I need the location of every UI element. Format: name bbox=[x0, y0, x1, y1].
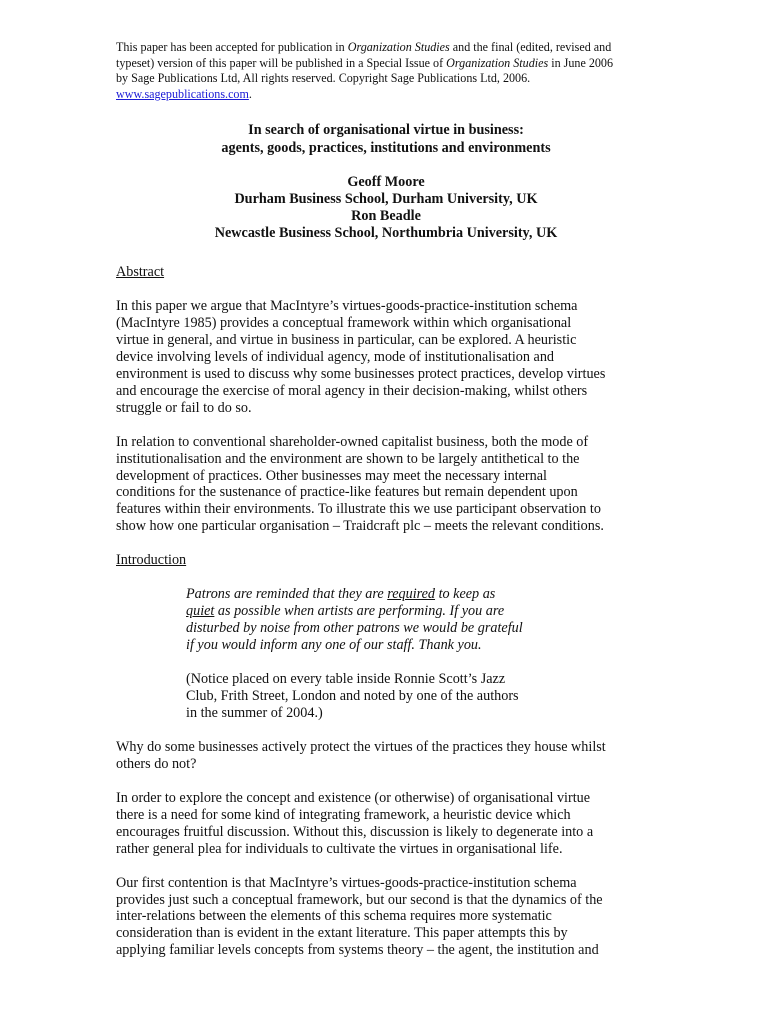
notice-text-4: in June 2006 bbox=[548, 55, 614, 70]
notice-text-1: This paper has been accepted for publication in bbox=[116, 40, 348, 54]
abstract-paragraph-2 bbox=[116, 434, 656, 535]
title-line-2: agents, goods, practices, institutions and environments bbox=[221, 140, 551, 157]
notice-link-suffix: . bbox=[248, 86, 252, 101]
text-line: Our first contention is that MacIntyre’s virtues-goods-practice-institution schema bbox=[116, 874, 577, 891]
quote-text: Patrons are reminded that they are bbox=[186, 586, 388, 603]
text-line: there is a need for some kind of integrating framework, a heuristic device which bbox=[116, 806, 571, 823]
author-name-2: Ron Beadle bbox=[351, 208, 421, 225]
text-line: provides just such a conceptual framework, but our second is that the dynamics of the bbox=[116, 891, 603, 908]
text-line: (MacIntyre 1985) provides a conceptual framework within which organisational bbox=[116, 315, 572, 332]
text-line: and encourage the exercise of moral agency in their decision-making, whilst others bbox=[116, 382, 588, 399]
text-line: device involving levels of individual agency, mode of institutionalisation and bbox=[116, 349, 555, 366]
notice-text-2: and the final (edited, revised and bbox=[449, 40, 612, 54]
text-line: institutionalisation and the environment are shown to be largely antithetical to the bbox=[116, 450, 580, 467]
text-line: show how one particular organisation – Traidcraft plc – meets the relevant conditions. bbox=[116, 518, 604, 535]
author-affiliation-2: Newcastle Business School, Northumbria University, UK bbox=[214, 225, 558, 242]
notice-text-3: typeset) version of this paper will be published in a Special Issue of bbox=[116, 55, 447, 70]
text-line: inter-relations between the elements of this schema requires more systematic bbox=[116, 908, 552, 925]
epigraph-quote bbox=[186, 586, 566, 654]
quote-line-3: disturbed by noise from other patrons we would be grateful bbox=[186, 620, 523, 637]
text-line: struggle or fail to do so. bbox=[116, 399, 252, 416]
text-line: features within their environments. To illustrate this we use participant observation to bbox=[116, 501, 601, 518]
author-affiliation-1: Durham Business School, Durham University, UK bbox=[234, 191, 538, 208]
quote-line-4: if you would inform any one of our staff. Thank you. bbox=[186, 637, 482, 654]
text-line: virtue in general, and virtue in business in particular, can be explored. A heuristic bbox=[116, 332, 577, 349]
journal-name: Organization Studies bbox=[347, 40, 450, 54]
title-line-1: In search of organisational virtue in business: bbox=[248, 122, 524, 139]
source-line: in the summer of 2004.) bbox=[186, 705, 323, 722]
introduction-paragraph-1 bbox=[116, 739, 656, 773]
publisher-link[interactable]: www.sagepublications.com bbox=[116, 86, 249, 101]
text-line: environment is used to discuss why some businesses protect practices, develop virtues bbox=[116, 366, 606, 382]
quote-text: to keep as bbox=[435, 586, 496, 603]
text-line: rather general plea for individuals to cultivate the virtues in organisational life. bbox=[116, 840, 563, 857]
source-line: Club, Frith Street, London and noted by one of the authors bbox=[186, 688, 519, 705]
journal-name-2: Organization Studies bbox=[446, 55, 549, 70]
introduction-paragraph-2 bbox=[116, 790, 656, 858]
abstract-paragraph-1 bbox=[116, 298, 656, 416]
paper-title bbox=[116, 121, 656, 157]
quote-line-1 bbox=[186, 586, 566, 603]
text-line: In order to explore the concept and existence (or otherwise) of organisational virtue bbox=[116, 789, 591, 806]
quote-emphasis: required bbox=[387, 586, 436, 603]
quote-line-2 bbox=[186, 603, 566, 620]
paper-page bbox=[116, 40, 656, 959]
source-line: (Notice placed on every table inside Ronnie Scott’s Jazz bbox=[186, 671, 506, 688]
introduction-heading: Introduction bbox=[116, 552, 187, 569]
text-line: development of practices. Other businesses may meet the necessary internal bbox=[116, 467, 547, 484]
publication-notice bbox=[116, 40, 656, 102]
author-name-1: Geoff Moore bbox=[347, 174, 425, 191]
quote-text: as possible when artists are performing. If you are bbox=[214, 603, 505, 620]
text-line: Why do some businesses actively protect the virtues of the practices they house whilst bbox=[116, 739, 606, 756]
epigraph-source bbox=[186, 671, 566, 722]
text-line: consideration than is evident in the extant literature. This paper attempts this by bbox=[116, 925, 568, 942]
author-block bbox=[116, 174, 656, 242]
text-line: In relation to conventional shareholder-owned capitalist business, both the mode of bbox=[116, 433, 589, 450]
text-line: others do not? bbox=[116, 756, 197, 773]
text-line: conditions for the sustenance of practice-like features but remain dependent upon bbox=[116, 484, 578, 501]
abstract-heading: Abstract bbox=[116, 264, 165, 281]
quote-emphasis: quiet bbox=[186, 603, 215, 620]
introduction-paragraph-3 bbox=[116, 875, 656, 960]
text-line: applying familiar levels concepts from systems theory – the agent, the institution and bbox=[116, 942, 599, 959]
notice-text-5: by Sage Publications Ltd, All rights reserved. Copyright Sage Publications Ltd, 2006. bbox=[116, 71, 531, 86]
text-line: encourages fruitful discussion. Without this, discussion is likely to degenerate into a bbox=[116, 823, 594, 840]
text-line: In this paper we argue that MacIntyre’s virtues-goods-practice-institution schema bbox=[116, 298, 578, 315]
